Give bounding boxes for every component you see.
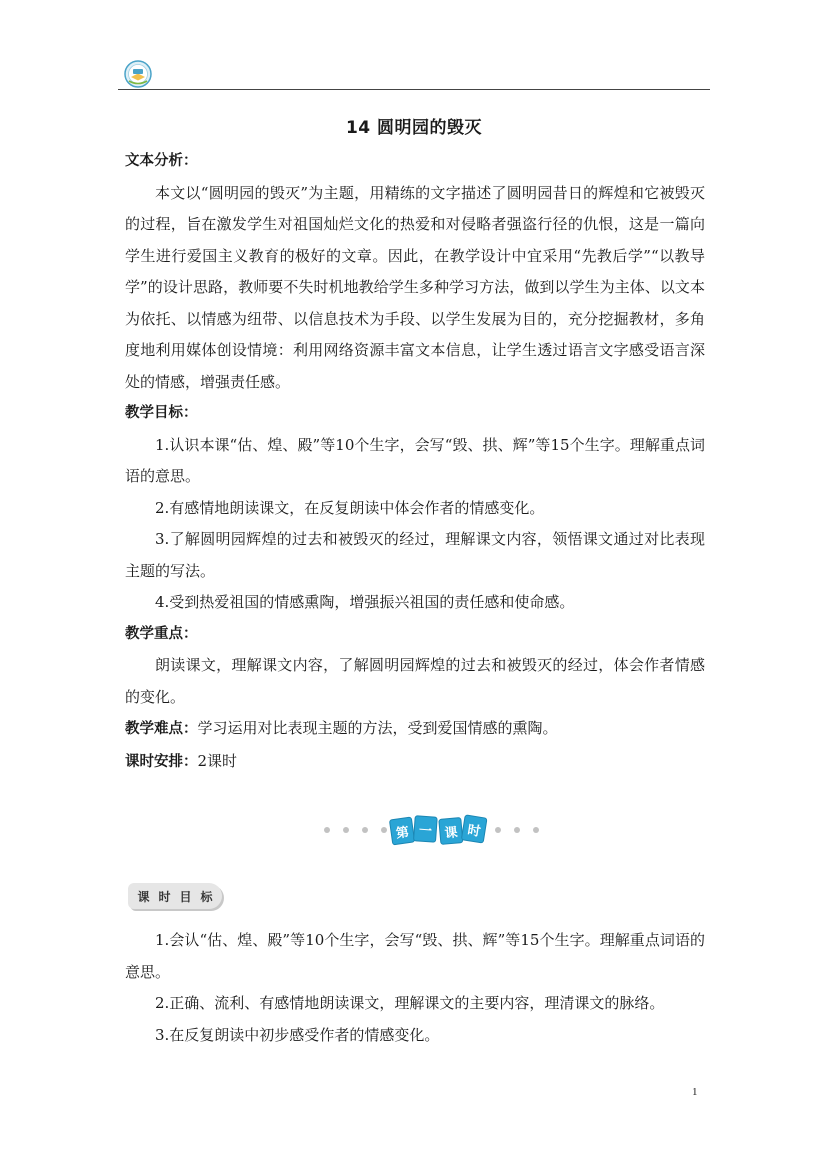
difficulty-line (125, 713, 705, 746)
badge-char: 时 (461, 814, 488, 843)
lesson-goals-list (125, 925, 705, 1051)
difficulty-heading: 教学难点： (125, 721, 198, 737)
tab-char: 课 (137, 889, 150, 904)
goal-item: 1.认识本课“估、煌、殿”等10个生字，会写“毁、拱、辉”等15个生字。理解重点词语的意思。 (125, 435, 705, 485)
lesson-goal-item: 1.会认“估、煌、殿”等10个生字，会写“毁、拱、辉”等15个生字。理解重点词语的意思。 (125, 931, 705, 981)
badge-char: 课 (438, 817, 463, 845)
schedule-body: 2课时 (197, 751, 238, 770)
lesson-badge (390, 814, 486, 846)
school-logo-icon (124, 60, 152, 88)
tab-char: 目 (179, 889, 192, 904)
banner-dots-right (495, 827, 539, 833)
tab-char: 时 (158, 889, 171, 904)
badge-char: 第 (389, 816, 416, 845)
tab-char: 标 (200, 889, 213, 904)
schedule-heading: 课时安排： (125, 753, 198, 770)
goal-item: 2.有感情地朗读课文，在反复朗读中体会作者的情感变化。 (155, 498, 545, 517)
lesson-goal-item: 2.正确、流利、有感情地朗读课文，理解课文的主要内容，理清课文的脉络。 (155, 994, 665, 1012)
page-title: 14 圆明园的毁灭 (345, 118, 483, 138)
goal-item: 3.了解圆明园辉煌的过去和被毁灭的经过，理解课文内容，领悟课文通过对比表现主题的写法。 (125, 530, 705, 580)
page-number: 1 (692, 1086, 698, 1098)
lesson-banner (320, 812, 550, 848)
lesson-goal-item: 3.在反复朗读中初步感受作者的情感变化。 (155, 1025, 440, 1044)
banner-dots-left (324, 827, 387, 833)
schedule-line (125, 746, 705, 779)
lesson-goals-tab (128, 883, 222, 909)
key-points-heading: 教学重点： (125, 625, 198, 642)
main-content (125, 146, 705, 778)
header-divider (118, 89, 710, 90)
analysis-heading: 文本分析： (125, 153, 198, 169)
key-points-body: 朗读课文，理解课文内容，了解圆明园辉煌的过去和被毁灭的经过，体会作者情感的变化。 (125, 656, 705, 706)
goals-heading: 教学目标： (125, 405, 198, 421)
analysis-body: 本文以“圆明园的毁灭”为主题，用精练的文字描述了圆明园昔日的辉煌和它被毁灭的过程，旨在激发学生对祖国灿烂文化的热爱和对侵略者强盗行径的仇恨，这是一篇向学生进行爱国主义教育的极好的文章。因此，在教学设计中宜采用“先教后学”“以教导学”的设计思路，教师要不失时机地教给学生多种学习方法，做到以学生为主体、以文本为依托、以情感为纽带、以信息技术为手段、以学生发展为目的，充分挖掘教材，多角度地利用媒体创设情境：利用网络资源丰富文本信息，让学生透过语言文字感受语言深处的情感，增强责任感。 (125, 183, 705, 391)
difficulty-body: 学习运用对比表现主题的方法，受到爱国情感的熏陶。 (197, 719, 558, 737)
goal-item: 4.受到热爱祖国的情感熏陶，增强振兴祖国的责任感和使命感。 (155, 593, 575, 611)
badge-char: 一 (413, 815, 438, 843)
